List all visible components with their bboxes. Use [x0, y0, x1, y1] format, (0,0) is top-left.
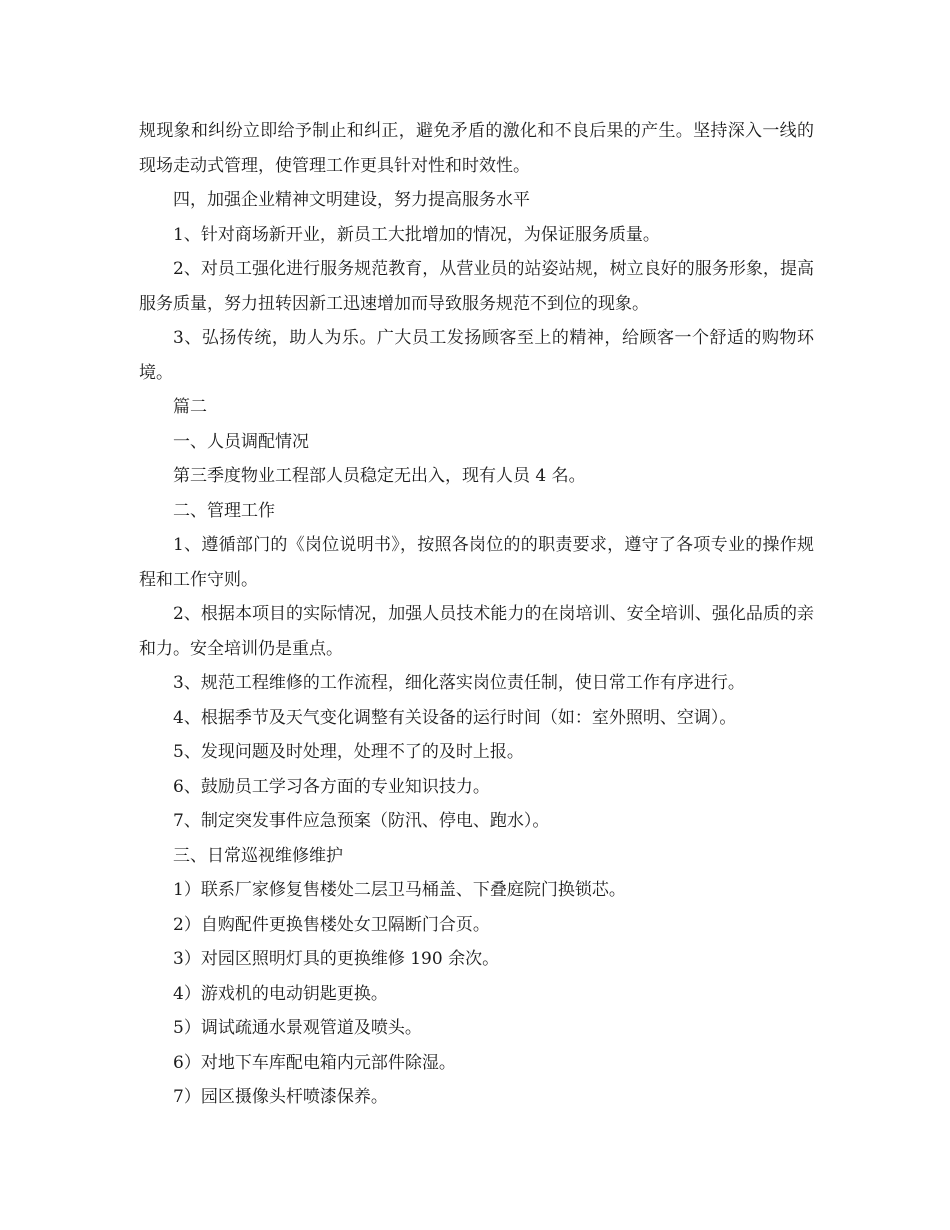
list-item: 5）调试疏通水景观管道及喷头。	[173, 1018, 422, 1038]
list-item: 1）联系厂家修复售楼处二层卫马桶盖、下叠庭院门换锁芯。	[173, 880, 626, 900]
list-item: 6）对地下车库配电箱内元部件除湿。	[173, 1052, 456, 1073]
list-item: 2、根据本项目的实际情况，加强人员技术能力的在岗培训、安全培训、强化品质的亲和力。安全培训仍是重点。	[139, 604, 814, 659]
list-item: 3、弘扬传统，助人为乐。广大员工发扬顾客至上的精神，给顾客一个舒适的购物环境。	[139, 328, 814, 383]
list-item: 3、规范工程维修的工作流程，细化落实岗位责任制，使日常工作有序进行。	[173, 673, 745, 693]
list-item: 1、针对商场新开业，新员工大批增加的情况，为保证服务质量。	[173, 224, 660, 245]
section-heading: 三、日常巡视维修维护	[173, 845, 343, 866]
list-item: 3）对园区照明灯具的更换维修 190 余次。	[173, 949, 500, 969]
section-heading: 四，加强企业精神文明建设，努力提高服务水平	[173, 190, 530, 210]
list-item: 7、制定突发事件应急预案（防汛、停电、跑水）。	[173, 811, 550, 831]
document-body	[139, 114, 814, 1115]
list-item: 1、遵循部门的《岗位说明书》，按照各岗位的的职责要求，遵守了各项专业的操作规程和工作守则。	[139, 535, 814, 590]
list-item: 7）园区摄像头杆喷漆保养。	[173, 1087, 388, 1107]
list-item: 5、发现问题及时处理，处理不了的及时上报。	[173, 742, 524, 762]
list-item: 2、对员工强化进行服务规范教育，从营业员的站姿站规，树立良好的服务形象，提高服务质量，努力扭转因新工迅速增加而导致服务规范不到位的现象。	[139, 259, 814, 314]
paragraph: 第三季度物业工程部人员稳定无出入，现有人员 4 名。	[173, 466, 586, 486]
section-heading: 二、管理工作	[173, 500, 275, 521]
list-item: 4）游戏机的电动钥匙更换。	[173, 983, 388, 1004]
chapter-heading: 篇二	[173, 397, 207, 417]
list-item: 6、鼓励员工学习各方面的专业知识技力。	[173, 776, 490, 797]
list-item: 4、根据季节及天气变化调整有关设备的运行时间（如：室外照明、空调）。	[173, 707, 737, 728]
paragraph: 规现象和纠纷立即给予制止和纠正，避免矛盾的激化和不良后果的产生。坚持深入一线的现场走动式管理，使管理工作更具针对性和时效性。	[139, 121, 814, 176]
list-item: 2）自购配件更换售楼处女卫隔断门合页。	[173, 914, 490, 935]
section-heading: 一、人员调配情况	[173, 431, 309, 452]
